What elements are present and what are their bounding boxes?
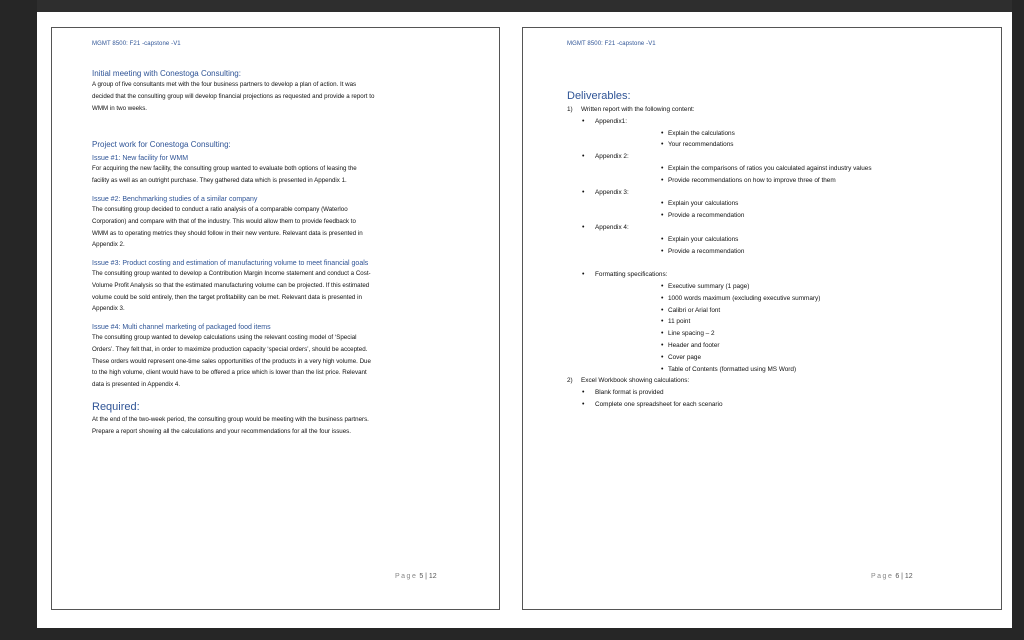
viewer-right-margin [1012, 0, 1024, 640]
issue-line: The consulting group wanted to develop a Contribution Margin Income statement and conduct a Cost- [92, 270, 371, 277]
issue-line: WMM as to operating metrics they should follow in their new venture. Relevant data is presented in [92, 229, 363, 237]
list-item: • Appendix 2: [539, 151, 979, 163]
issue-line: volume could be sold entirely, then the target profitability can be met. Relevant data is presented in [92, 293, 362, 301]
list-item: • Header and footer [539, 340, 979, 352]
list-item: • Explain your calculations [539, 234, 979, 246]
issue-1 [92, 154, 472, 187]
issue-line: These orders would represent one-time sales opportunities of the products in a very high volume. Due [92, 357, 371, 365]
viewer-top-margin [37, 0, 1012, 12]
list-item: • Explain the calculations [539, 128, 979, 140]
issue-line: Corporation) and compare with that of the industry. This would allow them to provide feedback to [92, 217, 356, 225]
initial-line-3: WMM in two weeks. [92, 104, 148, 112]
required-line-1: At the end of the two-week period, the consulting group would be meeting with the business partners. [92, 416, 369, 423]
issue-2 [92, 195, 472, 251]
issue-line: Orders’. They felt that, in order to maximize production capacity ‘special orders’, should be accepted. [92, 345, 368, 353]
issue-title: Issue #1: New facility for WMM [92, 155, 189, 162]
project-work-heading: Project work for Conestoga Consulting: [92, 140, 231, 149]
issue-title: Issue #2: Benchmarking studies of a similar company [92, 196, 258, 203]
list-item: • Appendix 3: [539, 187, 979, 199]
issue-line: For acquiring the new facility, the consulting group wanted to evaluate both options of leasing the [92, 165, 357, 172]
list-item: • Provide a recommendation [539, 246, 979, 258]
item-text: Excel Workbook showing calculations: [581, 377, 690, 385]
issue-line: The consulting group decided to conduct a ratio analysis of a comparable company (Waterloo [92, 206, 348, 213]
issue-line: facility as well as an outright purchase. They gathered data which is presented in Appendix 1. [92, 176, 347, 184]
deliverables-section [567, 90, 987, 103]
page-footer [871, 573, 913, 580]
list-item: • Table of Contents (formatted using MS Word) [539, 364, 979, 376]
list-item: • Provide recommendations on how to improve three of them [539, 175, 979, 187]
viewer-left-margin [0, 0, 37, 640]
required-section [92, 401, 472, 438]
footer-page-number: 6 | 12 [895, 573, 913, 580]
issue-line: data is presented in Appendix 4. [92, 381, 181, 389]
list-item: • Formatting specifications: [539, 269, 979, 281]
initial-meeting-heading: Initial meeting with Conestoga Consulting: [92, 69, 241, 78]
list-item: • Calibri or Arial font [539, 305, 979, 317]
issue-title: Issue #3: Product costing and estimation of manufacturing volume to meet financial goals [92, 260, 369, 267]
page-header: MGMT 8500: F21 -capstone -V1 [92, 41, 181, 47]
issue-title: Issue #4: Multi channel marketing of packaged food items [92, 324, 271, 331]
list-item: • Blank format is provided [539, 387, 979, 399]
list-item: • Provide a recommendation [539, 210, 979, 222]
initial-meeting-section [92, 69, 472, 114]
list-item: • Appendix1: [539, 116, 979, 128]
issue-4 [92, 323, 472, 391]
footer-page-number: 5 | 12 [419, 573, 437, 580]
list-item: • 11 point [539, 316, 979, 328]
document-page-5 [51, 27, 500, 610]
footer-page-word: Page [395, 573, 418, 580]
viewer-bottom-margin [37, 628, 1012, 640]
footer-page-word: Page [871, 573, 894, 580]
list-item [539, 104, 979, 116]
list-item: • Explain your calculations [539, 198, 979, 210]
list-item: • Appendix 4: [539, 222, 979, 234]
issue-line: Volume Profit Analysis so that the estimated manufacturing volume can be projected. If this estimated [92, 281, 370, 289]
page-footer [395, 573, 437, 580]
list-spacer [539, 257, 979, 269]
list-item: • 1000 words maximum (excluding executive summary) [539, 293, 979, 305]
item-number: 2) [567, 377, 573, 385]
issue-line: to the high volume, client would have to be offered a price which is lower than the list price. Relevant [92, 369, 367, 377]
issue-line: The consulting group wanted to develop calculations using the relevant costing model of ‘Special [92, 334, 357, 341]
issue-line: Appendix 2. [92, 241, 125, 249]
document-page-6 [522, 27, 1002, 610]
list-item: • Complete one spreadsheet for each scenario [539, 399, 979, 411]
issue-line: Appendix 3. [92, 305, 125, 313]
deliverables-list [539, 104, 979, 411]
required-line-2: Prepare a report showing all the calculations and your recommendations for all the four issues. [92, 427, 351, 435]
list-item: • Your recommendations [539, 139, 979, 151]
deliverables-heading: Deliverables: [567, 90, 631, 102]
initial-line-1: A group of five consultants met with the four business partners to develop a plan of action. It was [92, 81, 357, 88]
list-item: • Executive summary (1 page) [539, 281, 979, 293]
item-number: 1) [567, 106, 573, 113]
issue-3 [92, 259, 472, 315]
required-heading: Required: [92, 401, 140, 413]
list-item: • Cover page [539, 352, 979, 364]
item-text: Written report with the following content: [581, 106, 695, 113]
page-header: MGMT 8500: F21 -capstone -V1 [567, 41, 656, 47]
list-item: • Explain the comparisons of ratios you calculated against industry values [539, 163, 979, 175]
project-work-section [92, 140, 472, 150]
list-item [539, 375, 979, 387]
list-item: • Line spacing – 2 [539, 328, 979, 340]
initial-line-2: decided that the consulting group will develop financial projections as requested and provide a report to [92, 92, 375, 100]
